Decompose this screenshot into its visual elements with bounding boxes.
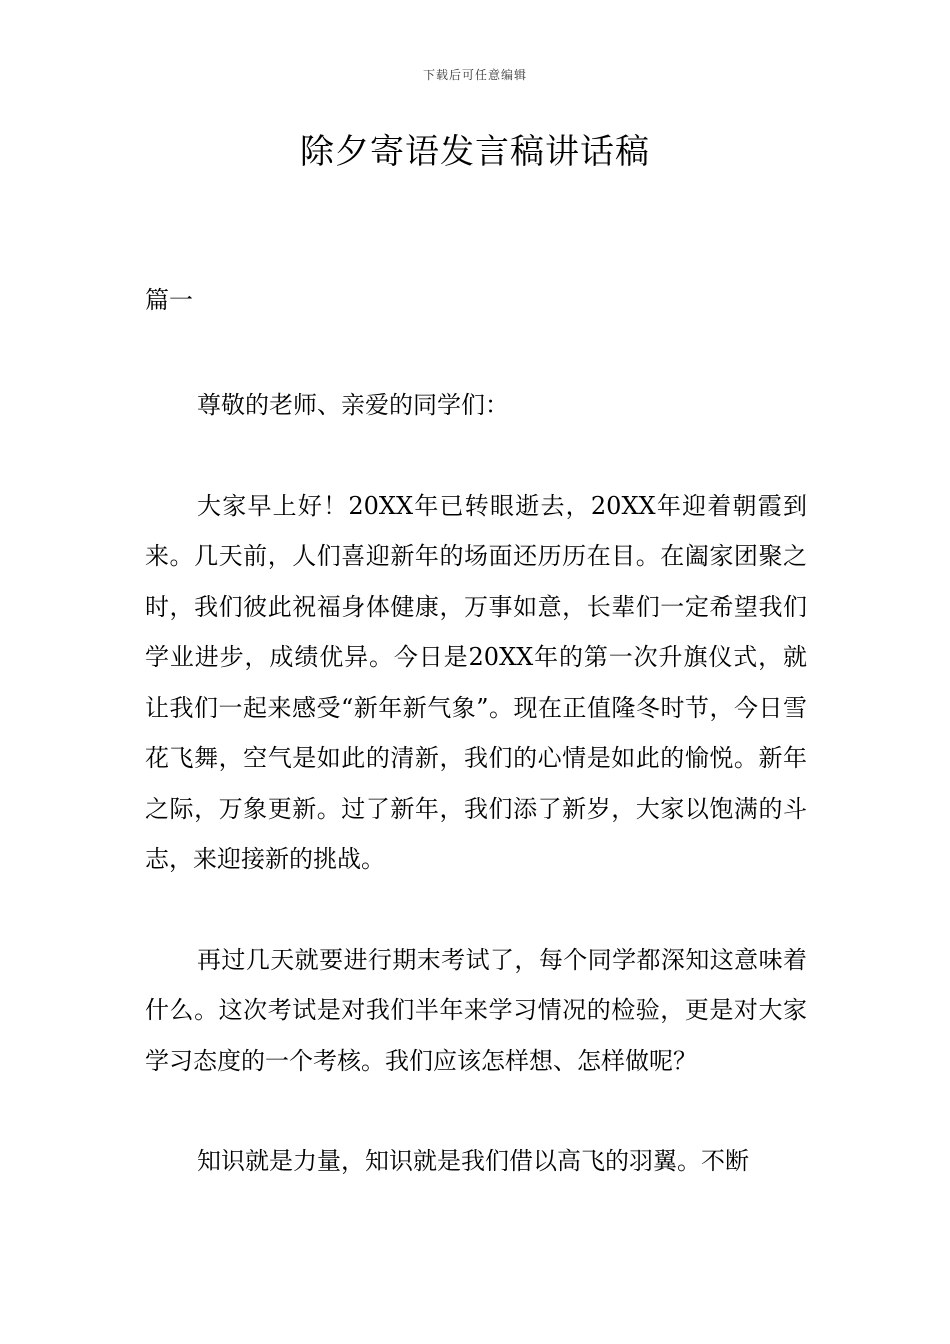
document-body: [145, 380, 807, 1187]
body-paragraph: 大家早上好！20XX年已转眼逝去，20XX年迎着朝霞到来。几天前，人们喜迎新年的场面还历历在目。在阖家团聚之时，我们彼此祝福身体健康，万事如意，长辈们一定希望我们学业进步，成绩优异。今日是20XX年的第一次升旗仪式，就让我们一起来感受“新年新气象”。现在正值隆冬时节，今日雪花飞舞，空气是如此的清新，我们的心情是如此的愉悦。新年之际，万象更新。过了新年，我们添了新岁，大家以饱满的斗志，来迎接新的挑战。: [145, 491, 807, 873]
salutation-paragraph: 尊敬的老师、亲爱的同学们：: [197, 391, 509, 419]
body-paragraph: 知识就是力量，知识就是我们借以高飞的羽翼。不断: [197, 1147, 749, 1175]
document-title: 除夕寄语发言稿讲话稿: [300, 132, 650, 172]
section-label: 篇一: [145, 286, 193, 314]
body-paragraph: 再过几天就要进行期末考试了，每个同学都深知这意味着什么。这次考试是对我们半年来学习情况的检验，更是对大家学习态度的一个考核。我们应该怎样想、怎样做呢？: [145, 945, 807, 1075]
header-note: 下载后可任意编辑: [422, 68, 527, 82]
